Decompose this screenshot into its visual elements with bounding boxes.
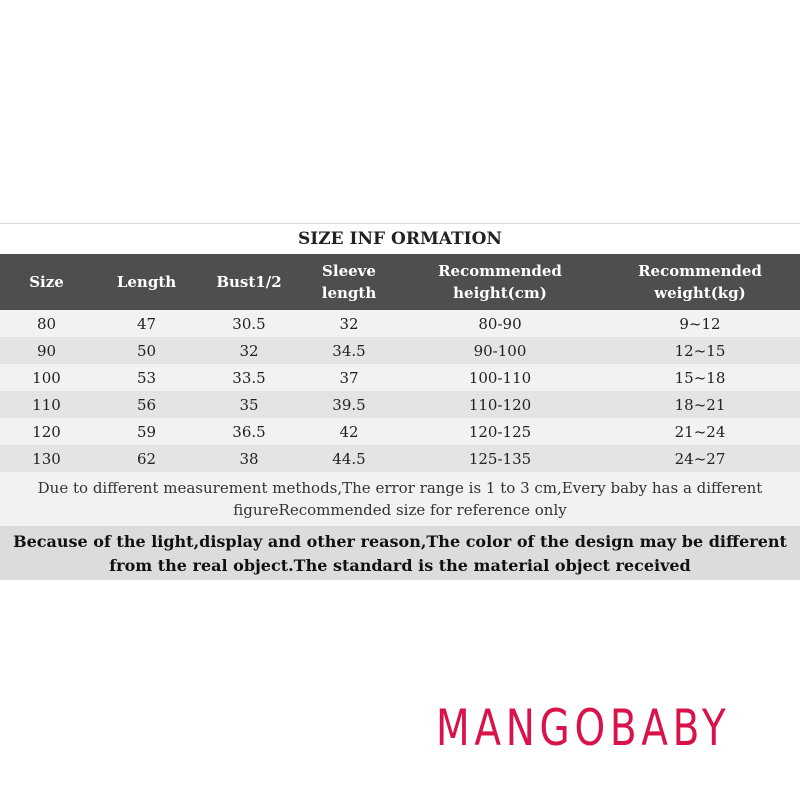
table-row: [0, 445, 800, 472]
cell-sleeve: 37: [339, 368, 359, 387]
cell-bust: 36.5: [232, 422, 266, 441]
cell-weight: 15~18: [674, 368, 726, 387]
cell-size: 100: [32, 368, 61, 387]
cell-height: 110-120: [468, 395, 532, 414]
table-header: [0, 254, 800, 310]
cell-height: 120-125: [468, 422, 532, 441]
cell-length: 59: [136, 422, 157, 441]
cell-weight: 9~12: [679, 314, 721, 333]
cell-length: 56: [136, 395, 157, 414]
header-recommended-weight: Recommended weight(kg): [638, 262, 762, 302]
cell-length: 47: [136, 314, 157, 333]
table-row: [0, 337, 800, 364]
cell-bust: 33.5: [232, 368, 266, 387]
cell-sleeve: 39.5: [332, 395, 366, 414]
cell-weight: 24~27: [674, 449, 726, 468]
color-disclaimer: Because of the light,display and other reason,The color of the design may be different from the real object.The standard is the material object received: [0, 526, 800, 580]
cell-size: 90: [36, 341, 57, 360]
header-sleeve-length: Sleeve length: [321, 262, 377, 302]
cell-size: 110: [32, 395, 61, 414]
cell-weight: 12~15: [674, 341, 726, 360]
cell-sleeve: 34.5: [332, 341, 366, 360]
cell-height: 100-110: [468, 368, 532, 387]
cell-bust: 30.5: [232, 314, 266, 333]
cell-weight: 18~21: [674, 395, 726, 414]
header-recommended-height: Recommended height(cm): [438, 262, 562, 302]
cell-bust: 38: [239, 449, 259, 468]
cell-sleeve: 32: [339, 314, 359, 333]
size-chart-title: SIZE INF ORMATION: [0, 223, 800, 254]
header-size: Size: [29, 273, 64, 291]
cell-length: 53: [136, 368, 157, 387]
cell-size: 80: [36, 314, 57, 333]
table-row: [0, 364, 800, 391]
cell-height: 90-100: [473, 341, 527, 360]
cell-bust: 35: [239, 395, 259, 414]
cell-sleeve: 44.5: [332, 449, 366, 468]
cell-height: 80-90: [478, 314, 522, 333]
table-body: [0, 310, 800, 472]
header-bust: Bust1/2: [216, 273, 282, 291]
cell-weight: 21~24: [674, 422, 726, 441]
table-row: [0, 310, 800, 337]
cell-length: 62: [136, 449, 157, 468]
cell-sleeve: 42: [339, 422, 359, 441]
table-row: [0, 418, 800, 445]
cell-length: 50: [136, 341, 157, 360]
cell-size: 130: [32, 449, 61, 468]
cell-height: 125-135: [468, 449, 532, 468]
cell-bust: 32: [239, 341, 259, 360]
measurement-note: Due to different measurement methods,The error range is 1 to 3 cm,Every baby has a different figureRecommended size for reference only: [0, 472, 800, 526]
size-chart: [0, 223, 800, 580]
brand-logo: MANGOBABY: [436, 699, 731, 757]
header-length: Length: [116, 273, 177, 291]
table-row: [0, 391, 800, 418]
cell-size: 120: [32, 422, 61, 441]
